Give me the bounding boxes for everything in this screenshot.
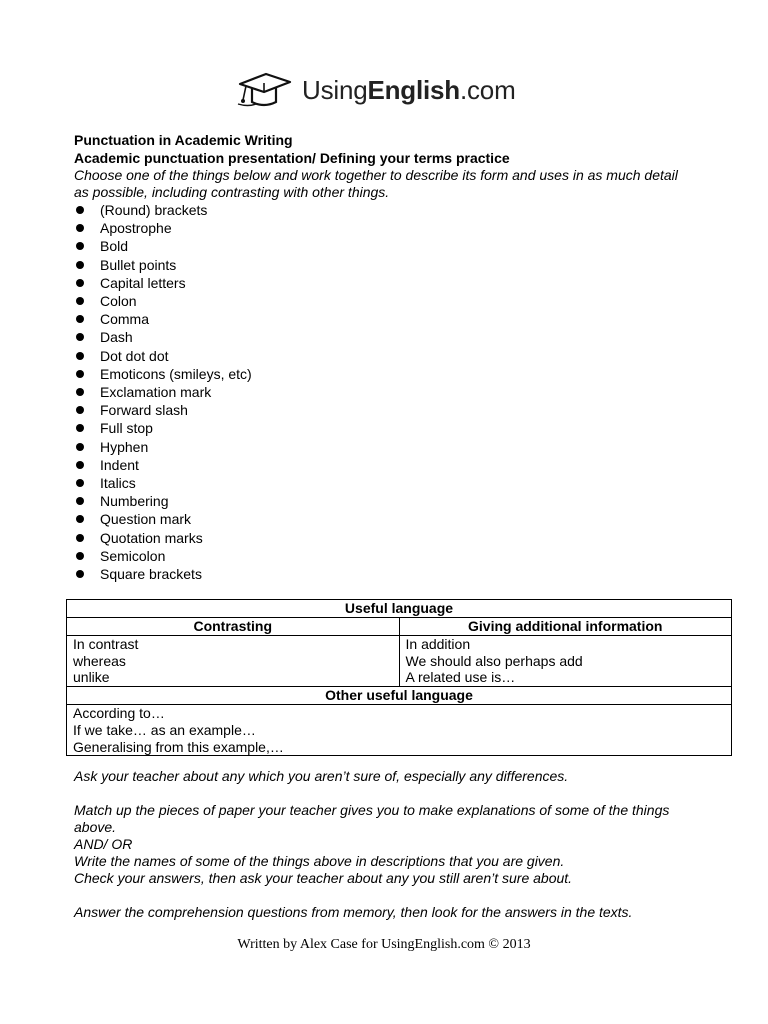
bullet-icon xyxy=(76,461,84,469)
bullet-icon xyxy=(76,261,84,269)
phrase: If we take… as an example… xyxy=(73,721,256,738)
list-item xyxy=(74,292,694,310)
list-item-label: Full stop xyxy=(100,420,153,437)
list-item-label: Emoticons (smileys, etc) xyxy=(100,365,252,382)
bullet-icon xyxy=(76,352,84,360)
phrase: According to… xyxy=(73,705,165,722)
list-item-label: Forward slash xyxy=(100,402,188,419)
phrase: Generalising from this example,… xyxy=(73,738,284,755)
phrase: In addition xyxy=(405,636,471,652)
list-item-label: Colon xyxy=(100,293,137,310)
instructions xyxy=(74,768,714,921)
useful-language-table xyxy=(66,599,732,756)
bullet-icon xyxy=(76,443,84,451)
bullet-icon xyxy=(76,224,84,232)
list-item-label: Hyphen xyxy=(100,438,149,455)
bullet-icon xyxy=(76,552,84,560)
list-item xyxy=(74,274,694,292)
list-item xyxy=(74,328,694,346)
bullet-icon xyxy=(76,242,84,250)
list-item-label: Exclamation mark xyxy=(100,384,212,401)
other-language-cell xyxy=(67,705,732,756)
site-logo xyxy=(236,68,516,112)
instruction-write: Write the names of some of the things above in descriptions that you are given. xyxy=(74,853,565,869)
instruction-match: Match up the pieces of paper your teacher gives you to make explanations of some of the things above. xyxy=(74,802,670,835)
bullet-icon xyxy=(76,515,84,523)
main-content xyxy=(74,131,694,583)
bullet-icon xyxy=(76,206,84,214)
list-item-label: Apostrophe xyxy=(100,220,172,237)
list-item-label: Capital letters xyxy=(100,274,186,291)
list-item xyxy=(74,347,694,365)
additional-info-header: Giving additional information xyxy=(399,618,732,636)
bullet-icon xyxy=(76,479,84,487)
list-item xyxy=(74,419,694,437)
other-language-header: Other useful language xyxy=(67,687,732,705)
phrase: In contrast xyxy=(73,636,139,652)
list-item-label: Semicolon xyxy=(100,547,166,564)
additional-info-cell xyxy=(399,636,732,687)
phrase: whereas xyxy=(73,652,126,669)
instruction-and-or: AND/ OR xyxy=(74,836,133,852)
instruction-ask: Ask your teacher about any which you aren’t sure of, especially any differences. xyxy=(74,768,569,784)
list-item-label: (Round) brackets xyxy=(100,202,208,218)
instruction-check: Check your answers, then ask your teacher about any you still aren’t sure about. xyxy=(74,870,573,886)
page-subtitle: Academic punctuation presentation/ Defining your terms practice xyxy=(74,150,510,166)
bullet-icon xyxy=(76,497,84,505)
list-item-label: Comma xyxy=(100,311,150,328)
footer-credit: Written by Alex Case for UsingEnglish.com © 2013 xyxy=(237,937,531,952)
bullet-icon xyxy=(76,406,84,414)
list-item-label: Bullet points xyxy=(100,256,177,273)
bullet-icon xyxy=(76,333,84,341)
bullet-icon xyxy=(76,315,84,323)
list-item xyxy=(74,256,694,274)
table-title: Useful language xyxy=(67,600,732,618)
list-item xyxy=(74,219,694,237)
bullet-icon xyxy=(76,424,84,432)
list-item-label: Indent xyxy=(100,456,139,473)
list-item xyxy=(74,565,694,583)
phrase: We should also perhaps add xyxy=(405,652,583,669)
list-item xyxy=(74,310,694,328)
instruction-answer: Answer the comprehension questions from memory, then look for the answers in the texts. xyxy=(74,904,633,920)
list-item xyxy=(74,474,694,492)
bullet-icon xyxy=(76,388,84,396)
list-item xyxy=(74,547,694,565)
graduation-cap-icon xyxy=(236,70,292,110)
list-item xyxy=(74,237,694,255)
contrasting-header: Contrasting xyxy=(67,618,400,636)
contrasting-cell xyxy=(67,636,400,687)
bullet-icon xyxy=(76,370,84,378)
list-item xyxy=(74,365,694,383)
list-item xyxy=(74,383,694,401)
list-item-label: Quotation marks xyxy=(100,529,203,546)
list-item-label: Question mark xyxy=(100,511,192,528)
list-item-label: Square brackets xyxy=(100,566,202,583)
page-title: Punctuation in Academic Writing xyxy=(74,132,293,148)
bullet-icon xyxy=(76,534,84,542)
list-item-label: Italics xyxy=(100,475,136,492)
list-item xyxy=(74,401,694,419)
list-item xyxy=(74,510,694,528)
list-item-label: Dot dot dot xyxy=(100,347,169,364)
bullet-icon xyxy=(76,279,84,287)
list-item xyxy=(74,492,694,510)
list-item-label: Bold xyxy=(100,238,129,255)
list-item xyxy=(74,201,694,219)
list-item-label: Dash xyxy=(100,329,133,346)
list-item xyxy=(74,438,694,456)
bullet-icon xyxy=(76,570,84,578)
list-item-label: Numbering xyxy=(100,493,169,510)
list-item xyxy=(74,529,694,547)
phrase: unlike xyxy=(73,669,110,686)
list-item xyxy=(74,456,694,474)
bullet-icon xyxy=(76,297,84,305)
intro-text: Choose one of the things below and work together to describe its form and uses in as much detail as possible, including contrasting with other things. xyxy=(74,167,678,200)
logo-wordmark: UsingEnglish.com xyxy=(302,74,516,105)
punctuation-list xyxy=(74,201,694,583)
phrase: A related use is… xyxy=(405,669,516,686)
